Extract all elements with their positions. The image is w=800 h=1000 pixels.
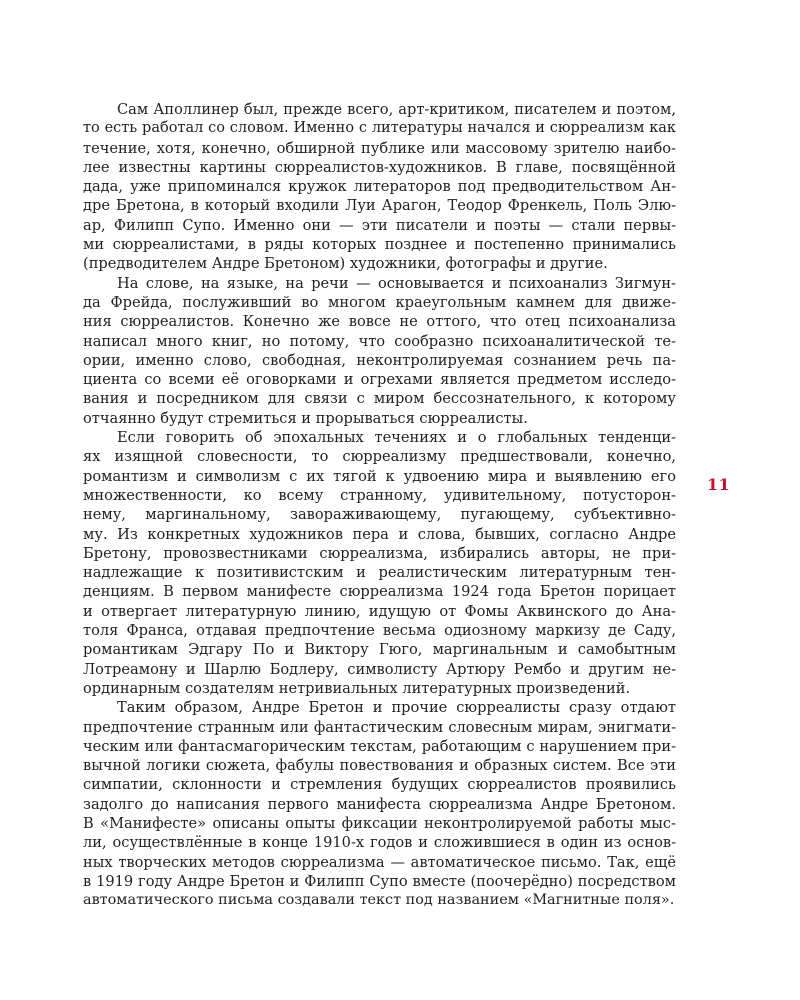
text-line: ординарным создателям нетривиальных литературных произведений. <box>83 679 631 697</box>
text-line: толя Франса, отдавая предпочтение весьма одиозному маркизу де Саду, <box>83 622 676 640</box>
text-line: ях изящной словесности, то сюрреализму предшествовали, конечно, <box>83 448 676 466</box>
text-line: вычной логики сюжета, фабулы повествования и образных систем. Все эти <box>83 757 676 775</box>
text-line: ар, Филипп Супо. Именно они — эти писатели и поэты — стали первы- <box>83 216 676 234</box>
text-line: ли, осуществлённые в конце 1910-х годов и сложившиеся в один из основ- <box>83 834 676 852</box>
text-line: нему, маргинальному, завораживающему, пугающему, субъективно- <box>83 506 676 524</box>
text-line: вания и посредником для связи с миром бессознательного, к которому <box>83 390 676 408</box>
text-line: множественности, ко всему странному, удивительному, потусторон- <box>83 486 676 504</box>
text-line: отчаянно будут стремиться и прорываться сюрреалисты. <box>83 409 528 427</box>
text-line: симпатии, склонности и стремления будущих сюрреалистов проявились <box>83 776 676 794</box>
text-line: предпочтение странным или фантастическим словесным мирам, энигмати- <box>83 718 676 736</box>
text-line: (предводителем Андре Бретоном) художники, фотографы и другие. <box>83 255 608 273</box>
text-line: автоматического письма создавали текст под названием «Магнитные поля». <box>83 892 675 909</box>
text-line: ории, именно слово, свободная, неконтролируемая сознанием речь па- <box>83 351 676 369</box>
text-line: течение, хотя, конечно, обширной публике или массовому зрителю наибо- <box>83 139 676 157</box>
text-line: ческим или фантасмагорическим текстам, работающим с нарушением при- <box>83 737 676 755</box>
text-line: На слове, на языке, на речи — основывается и психоанализ Зигмун- <box>117 274 676 292</box>
text-line: ных творческих методов сюрреализма — автоматическое письмо. Так, ещё <box>83 853 676 871</box>
text-line: да Фрейда, послуживший во многом краеугольным камнем для движе- <box>83 293 676 311</box>
text-line: ми сюрреалистами, в ряды которых позднее и постепенно принимались <box>83 236 676 254</box>
text-line: надлежащие к позитивистским и реалистическим литературным тен- <box>83 564 676 582</box>
text-line: циента со всеми её оговорками и огрехами является предметом исследо- <box>83 371 676 389</box>
text-line: романтикам Эдгару По и Виктору Гюго, маргинальным и самобытным <box>83 641 676 659</box>
text-line: в 1919 году Андре Бретон и Филипп Супо вместе (поочерёдно) посредством <box>83 872 676 890</box>
page-number: 11 <box>707 475 731 494</box>
text-line: лее известны картины сюрреалистов-художников. В главе, посвящённой <box>83 158 676 176</box>
text-line: романтизм и символизм с их тягой к удвоению мира и выявлению его <box>83 467 676 485</box>
text-line: Сам Аполлинер был, прежде всего, арт-критиком, писателем и поэтом, <box>117 101 676 118</box>
text-line: му. Из конкретных художников пера и слова, бывших, согласно Андре <box>83 525 676 543</box>
text-line: и отвергает литературную линию, идущую от Фомы Аквинского до Ана- <box>83 602 676 620</box>
text-line: ния сюрреалистов. Конечно же вовсе не оттого, что отец психоанализа <box>83 313 676 331</box>
text-line: Таким образом, Андре Бретон и прочие сюрреалисты сразу отдают <box>117 699 676 717</box>
text-line: Если говорить об эпохальных течениях и о глобальных тенденци- <box>117 429 676 447</box>
text-line: дре Бретона, в который входили Луи Арагон, Теодор Френкель, Поль Элю- <box>83 197 676 215</box>
text-line: В «Манифесте» описаны опыты фиксации неконтролируемой работы мыс- <box>83 814 676 832</box>
text-line: задолго до написания первого манифеста сюрреализма Андре Бретоном. <box>83 795 676 813</box>
text-line: то есть работал со словом. Именно с литературы начался и сюрреализм как <box>83 120 676 137</box>
text-line: Бретону, провозвестниками сюрреализма, избирались авторы, не при- <box>83 544 676 562</box>
body-text <box>83 100 676 910</box>
text-line: написал много книг, но потому, что сообразно психоаналитической те- <box>83 332 676 350</box>
text-line: Лотреамону и Шарлю Бодлеру, символисту Артюру Рембо и другим не- <box>83 660 676 678</box>
text-line: денциям. В первом манифесте сюрреализма 1924 года Бретон порицает <box>83 583 676 601</box>
text-line: дада, уже припоминался кружок литераторов под предводительством Ан- <box>83 178 676 196</box>
